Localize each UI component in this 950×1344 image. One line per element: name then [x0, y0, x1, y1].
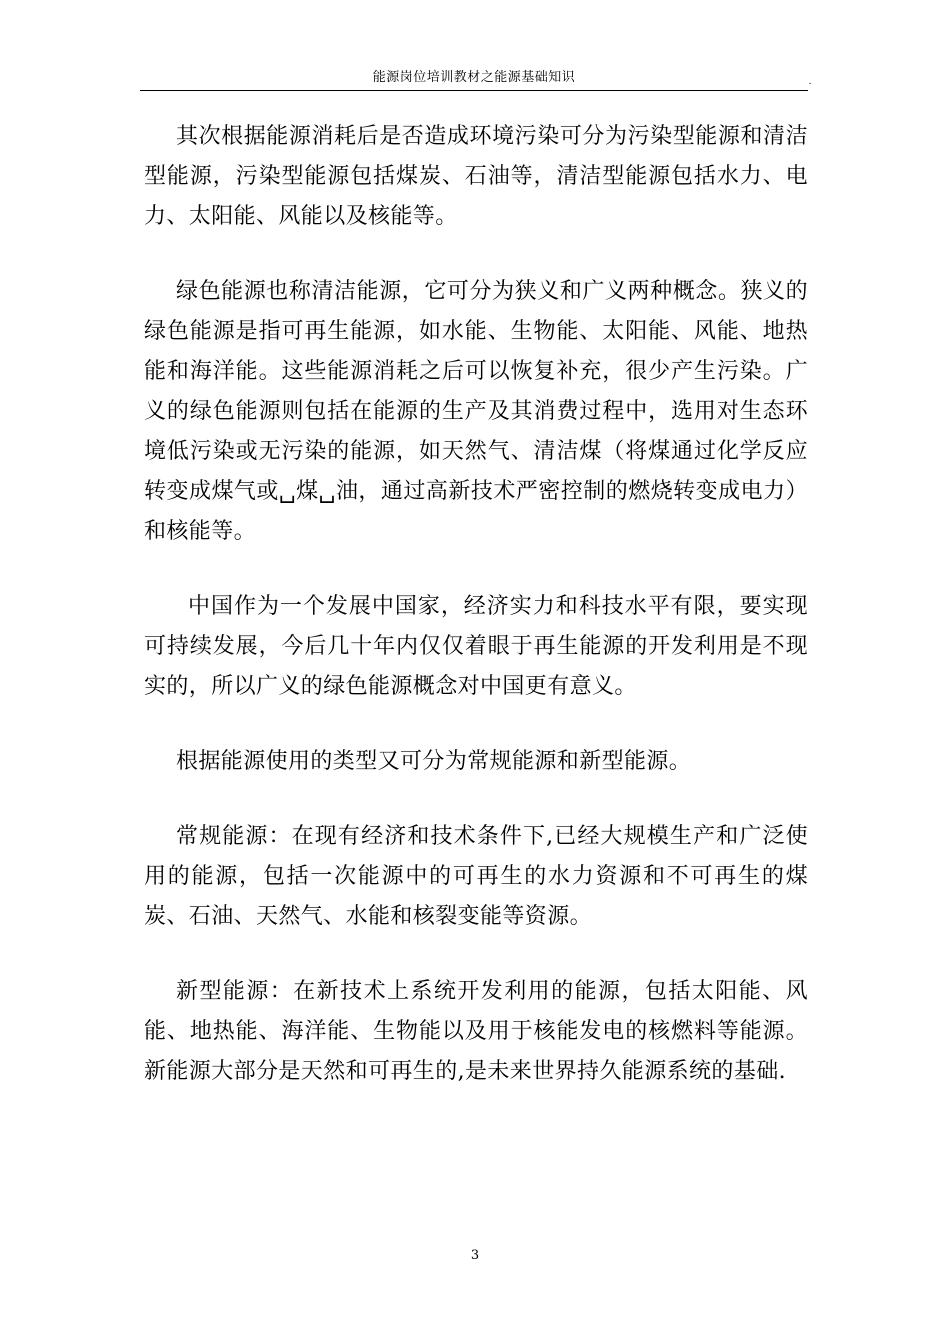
- paragraph-conventional-energy: 常规能源：在现有经济和技术条件下,已经大规模生产和广泛使用的能源，包括一次能源中的可再生的水力资源和不可再生的煤炭、石油、天然气、水能和核裂变能等资源。: [144, 824, 808, 929]
- paragraph-usage-types: 根据能源使用的类型又可分为常规能源和新型能源。: [176, 749, 692, 774]
- page-header: [140, 68, 812, 91]
- paragraph-pollution-classification: 其次根据能源消耗后是否造成环境污染可分为污染型能源和清洁型能源，污染型能源包括煤炭、石油等，清洁型能源包括水力、电力、太阳能、风能以及核能等。: [144, 124, 808, 229]
- paragraph-china-development: 中国作为一个发展中国家，经济实力和科技水平有限，要实现可持续发展，今后几十年内仅仅着眼于再生能源的开发利用是不现实的，所以广义的绿色能源概念对中国更有意义。: [144, 594, 808, 699]
- page-number: 3: [470, 1248, 480, 1263]
- paragraph-new-energy: 新型能源：在新技术上系统开发利用的能源，包括太阳能、风能、地热能、海洋能、生物能以及用于核能发电的核燃料等能源。新能源大部分是天然和可再生的,是未来世界持久能源系统的基础.: [144, 979, 808, 1084]
- header-mark: .: [808, 77, 812, 87]
- paragraph-green-energy: 绿色能源也称清洁能源，它可分为狭义和广义两种概念。狭义的绿色能源是指可再生能源，如水能、生物能、太阳能、风能、地热能和海洋能。这些能源消耗之后可以恢复补充，很少产生污染。广义的绿色能源则包括在能源的生产及其消费过程中，选用对生态环境低污染或无污染的能源，如天然气、清洁煤（将煤通过化学反应转变成煤气或␣煤␣油，通过高新技术严密控制的燃烧转变成电力）和核能等。: [144, 279, 808, 544]
- header-title: 能源岗位培训教材之能源基础知识: [372, 70, 576, 85]
- document-body: [144, 117, 808, 1127]
